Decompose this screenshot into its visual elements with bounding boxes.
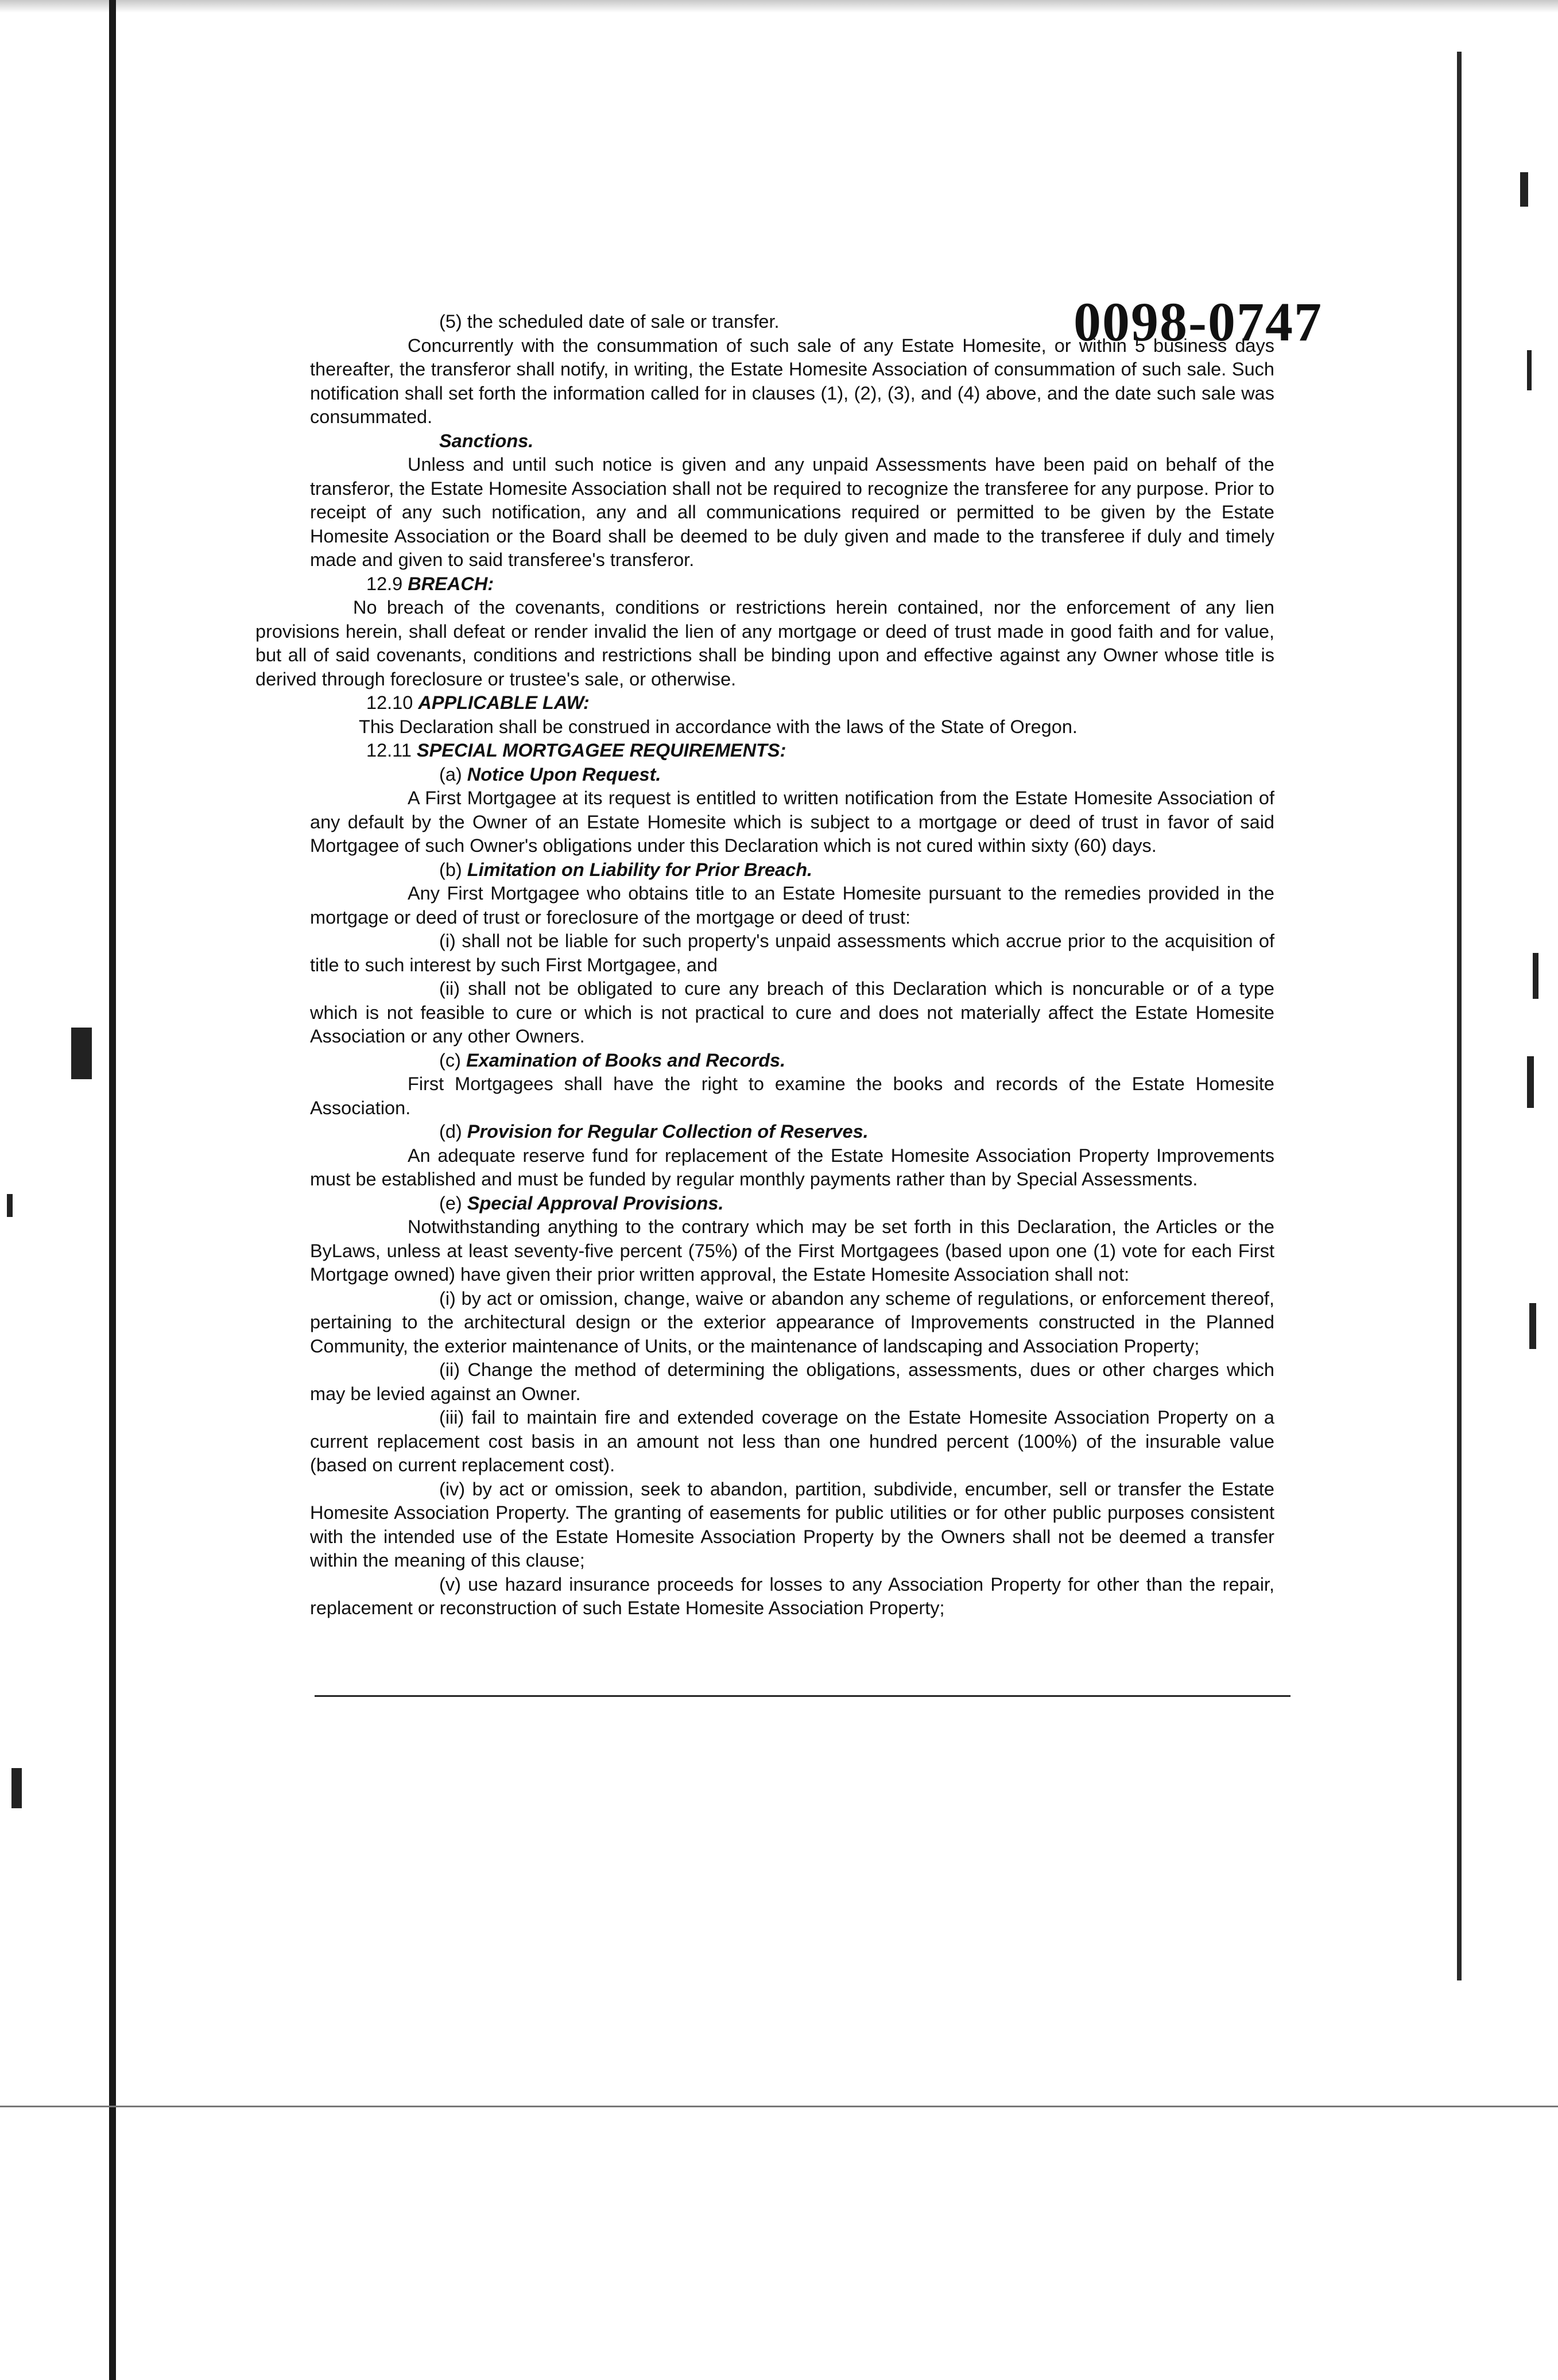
section-heading: [310, 691, 1274, 715]
paragraph: Sanctions.: [439, 430, 534, 451]
paragraph: (ii) Change the method of determining the obligations, assessments, dues or other charges which may be levied against an Owner.: [310, 1359, 1274, 1404]
paragraph: Notwithstanding anything to the contrary which may be set forth in this Declaration, the Articles or the ByLaws, unless at least seventy-five percent (75%) of the First Mortgagees (based upon one (1) vote for each First Mortgage owned) have given their prior written approval, the Estate Homesite Association shall not:: [310, 1216, 1274, 1285]
subsection-heading: [310, 1120, 1274, 1144]
scan-artifact: [1533, 953, 1538, 999]
paragraph: (i) shall not be liable for such property's unpaid assessments which accrue prior to the acquisition of title to such interest by such First Mortgagee, and: [310, 931, 1274, 975]
section-number: 12.10: [366, 692, 413, 713]
paragraph: (v) use hazard insurance proceeds for losses to any Association Property for other than the repair, replacement or reconstruction of such Estate Homesite Association Property;: [310, 1573, 1274, 1618]
section-number: 12.11: [366, 740, 412, 761]
scan-artifact: [1527, 1056, 1534, 1108]
paragraph: This Declaration shall be construed in accordance with the laws of the State of Oregon.: [359, 716, 1078, 737]
scan-artifact: [11, 1768, 22, 1808]
scan-bottom-edge: [0, 2106, 1558, 2107]
section-number: 12.9: [366, 573, 403, 594]
document-number: 0098-0747: [1073, 291, 1323, 352]
paragraph: (iii) fail to maintain fire and extended coverage on the Estate Homesite Association Property on a current replacement cost basis in an amount not less than one hundred percent (100%) of the insurable value (based on current replacement cost).: [310, 1407, 1274, 1475]
subsection-title: Examination of Books and Records.: [466, 1049, 786, 1071]
paragraph: Unless and until such notice is given and any unpaid Assessments have been paid on behalf of the transferor, the Estate Homesite Association shall not be required to recognize the transferee for any purpose. Prior to receipt of any such notification, any and all communications required or permitted to be given by the Estate Homesite Association or the Board shall be deemed to be duly given and made to the transferee if duly and timely made and given to said transferee's transferor.: [310, 454, 1274, 570]
subsection-letter: (d): [439, 1121, 462, 1142]
section-title: SPECIAL MORTGAGEE REQUIREMENTS:: [416, 740, 786, 761]
scan-artifact: [1529, 1303, 1536, 1349]
paragraph: (ii) shall not be obligated to cure any breach of this Declaration which is noncurable or of a type which is not feasible to cure or which is not practical to cure and does not materially affect the Estate Homesite Association or any other Owners.: [310, 978, 1274, 1046]
paragraph: (5) the scheduled date of sale or transfer.: [439, 311, 780, 332]
section-title: APPLICABLE LAW:: [418, 692, 590, 713]
section-heading: [310, 572, 1274, 596]
paragraph: Any First Mortgagee who obtains title to an Estate Homesite pursuant to the remedies provided in the mortgage or deed of trust or foreclosure of the mortgage or deed of trust:: [310, 883, 1274, 928]
subsection-letter: (b): [439, 859, 462, 880]
paragraph: An adequate reserve fund for replacement of the Estate Homesite Association Property Improvements must be established and must be funded by regular monthly payments rather than by Special Assessments.: [310, 1145, 1274, 1189]
scan-right-border: [1457, 52, 1462, 1980]
section-heading: [310, 739, 1274, 763]
paragraph: No breach of the covenants, conditions or restrictions herein contained, nor the enforcement of any lien provisions herein, shall defeat or render invalid the lien of any mortgage or deed of trust made in good faith and for value, but all of said covenants, conditions and restrictions shall be binding upon and effective against any Owner whose title is derived through foreclosure or trustee's sale, or otherwise.: [255, 597, 1274, 689]
subsection-heading: [310, 763, 1274, 787]
subsection-heading: [310, 1192, 1274, 1216]
paragraph: (i) by act or omission, change, waive or abandon any scheme of regulations, or enforcement thereof, pertaining to the architectural design or the exterior appearance of Improvements constructed in the Planned Community, the exterior maintenance of Units, or the maintenance of landscaping and Association Property;: [310, 1288, 1274, 1356]
paragraph: (iv) by act or omission, seek to abandon, partition, subdivide, encumber, sell or transfer the Estate Homesite Association Property. The granting of easements for public utilities or for other public purposes consistent with the intended use of the Estate Homesite Association Property by the Owners shall not be deemed a transfer within the meaning of this clause;: [310, 1478, 1274, 1571]
subsection-heading: [310, 858, 1274, 882]
scan-artifact: [71, 1028, 92, 1079]
scan-top-edge: [0, 0, 1558, 13]
subsection-title: Provision for Regular Collection of Reserves.: [467, 1121, 869, 1142]
scan-artifact: [1527, 350, 1532, 390]
subsection-letter: (c): [439, 1049, 461, 1071]
section-end-rule: [315, 1695, 1290, 1697]
scan-artifact: [1520, 172, 1528, 207]
subsection-title: Special Approval Provisions.: [467, 1192, 724, 1214]
scan-artifact: [7, 1194, 13, 1217]
subsection-letter: (e): [439, 1192, 462, 1214]
subsection-heading: [310, 1049, 1274, 1073]
subsection-title: Notice Upon Request.: [467, 763, 661, 785]
document-body: [255, 310, 1274, 1621]
paragraph: First Mortgagees shall have the right to examine the books and records of the Estate Homesite Association.: [310, 1073, 1274, 1118]
subsection-letter: (a): [439, 763, 462, 785]
subsection-title: Limitation on Liability for Prior Breach.: [467, 859, 813, 880]
paragraph: A First Mortgagee at its request is entitled to written notification from the Estate Homesite Association of any default by the Owner of an Estate Homesite which is subject to a mortgage or deed of trust in favor of said Mortgagee of such Owner's obligations under this Declaration which is not cured within sixty (60) days.: [310, 788, 1274, 856]
paragraph: Concurrently with the consummation of such sale of any Estate Homesite, or within 5 business days thereafter, the transferor shall notify, in writing, the Estate Homesite Association of consummation of such sale. Such notification shall set forth the information called for in clauses (1), (2), (3), and (4) above, and the date such sale was consummated.: [310, 335, 1274, 427]
section-title: BREACH:: [408, 573, 494, 594]
scan-left-border: [109, 0, 116, 2380]
